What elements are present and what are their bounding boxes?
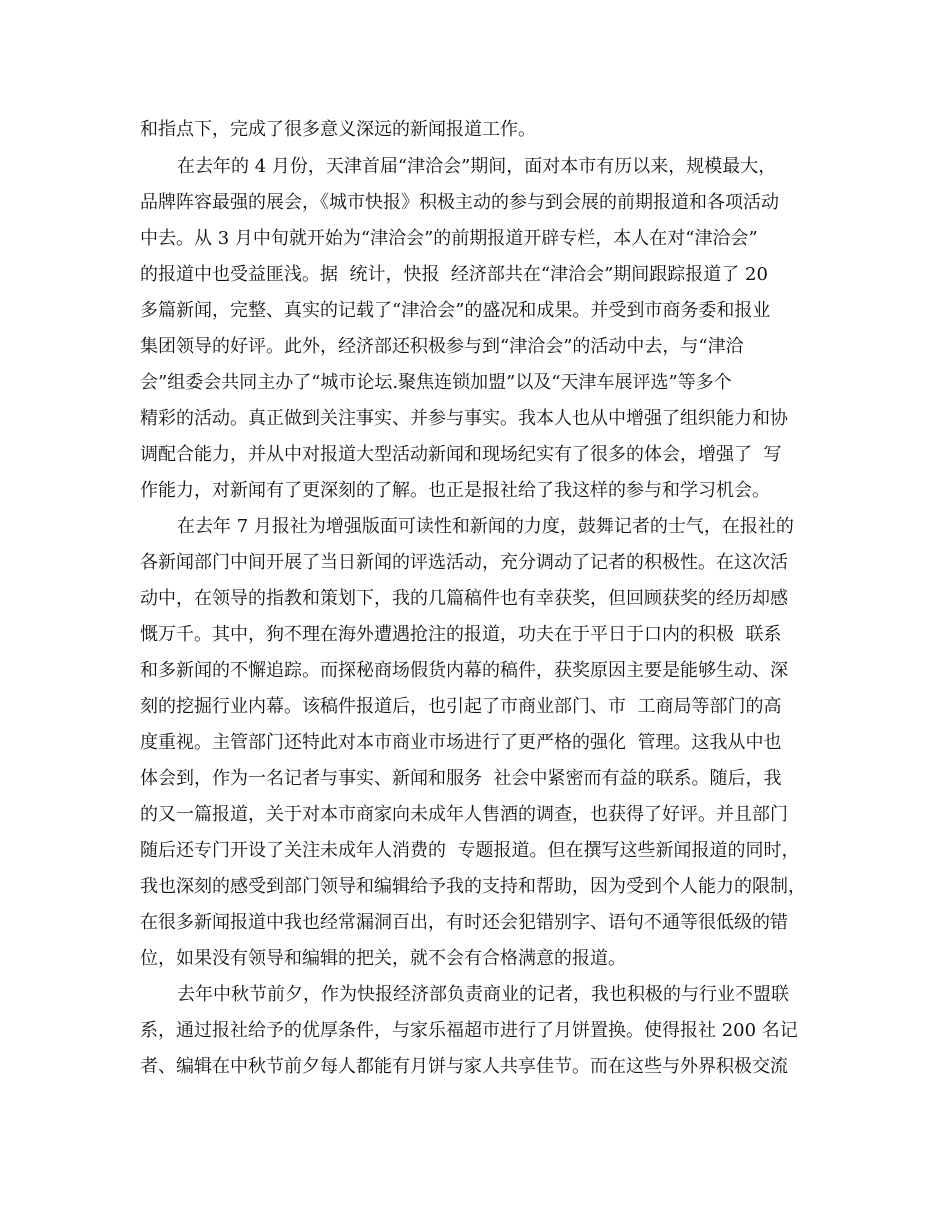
text-line: 多篇新闻，完整、真实的记载了“津洽会”的盛况和成果。并受到市商务委和报业 xyxy=(140,300,771,321)
text-line: 精彩的活动。真正做到关注事实、并参与事实。我本人也从中增强了组织能力和协 xyxy=(140,408,788,429)
text-line: 和指点下，完成了很多意义深远的新闻报道工作。 xyxy=(140,119,536,140)
text-line: 位，如果没有领导和编辑的把关，就不会有合格满意的报道。 xyxy=(140,948,626,969)
text-line: 中去。从 3 月中旬就开始为“津洽会”的前期报道开辟专栏，本人在对“津洽会” xyxy=(140,228,758,249)
text-line: 作能力，对新闻有了更深刻的了解。也正是报社给了我这样的参与和学习机会。 xyxy=(140,480,770,501)
paragraph-start-line: 去年中秋节前夕，作为快报经济部负责商业的记者，我也积极的与行业不盟联 xyxy=(177,984,789,1005)
text-line: 动中，在领导的指教和策划下，我的几篇稿件也有幸获奖，但回顾获奖的经历却感 xyxy=(140,588,788,609)
text-line: 会”组委会共同主办了“城市论坛.聚焦连锁加盟”以及“天津车展评选”等多个 xyxy=(140,372,732,393)
text-line: 刻的挖掘行业内幕。该稿件报道后，也引起了市商业部门、市 工商局等部门的高 xyxy=(140,696,782,717)
text-line: 随后还专门开设了关注未成年人消费的 专题报道。但在撰写这些新闻报道的同时， xyxy=(140,840,800,861)
text-line: 我也深刻的感受到部门领导和编辑给予我的支持和帮助，因为受到个人能力的限制， xyxy=(140,876,806,897)
text-line: 的报道中也受益匪浅。据 统计，快报 经济部共在“津洽会”期间跟踪报道了 20 xyxy=(140,264,768,285)
paragraph-start-line: 在去年 7 月报社为增强版面可读性和新闻的力度，鼓舞记者的士气，在报社的 xyxy=(177,516,794,537)
text-line: 慨万千。其中，狗不理在海外遭遇抢注的报道，功夫在于平日于口内的积极 联系 xyxy=(140,624,782,645)
text-line: 集团领导的好评。此外，经济部还积极参与到“津洽会”的活动中去，与“津洽 xyxy=(140,336,744,357)
text-line: 系，通过报社给予的优厚条件，与家乐福超市进行了月饼置换。使得报社 200 名记 xyxy=(140,1020,798,1041)
text-line: 度重视。主管部门还特此对本市商业市场进行了更严格的强化 管理。这我从中也 xyxy=(140,732,782,753)
text-line: 者、编辑在中秋节前夕每人都能有月饼与家人共享佳节。而在这些与外界积极交流 xyxy=(140,1056,788,1077)
text-line: 各新闻部门中间开展了当日新闻的评选活动，充分调动了记者的积极性。在这次活 xyxy=(140,552,788,573)
text-line: 在很多新闻报道中我也经常漏洞百出，有时还会犯错别字、语句不通等很低级的错 xyxy=(140,912,788,933)
text-line: 调配合能力，并从中对报道大型活动新闻和现场纪实有了很多的体会，增强了 写 xyxy=(140,444,782,465)
text-line: 的又一篇报道，关于对本市商家向未成年人售酒的调查，也获得了好评。并且部门 xyxy=(140,804,788,825)
text-line: 和多新闻的不懈追踪。而探秘商场假货内幕的稿件，获奖原因主要是能够生动、深 xyxy=(140,660,788,681)
text-line: 品牌阵容最强的展会，《城市快报》积极主动的参与到会展的前期报道和各项活动 xyxy=(140,192,779,213)
text-line: 体会到，作为一名记者与事实、新闻和服务 社会中紧密而有益的联系。随后，我 xyxy=(140,768,782,789)
paragraph-start-line: 在去年的 4 月份，天津首届“津洽会”期间，面对本市有历以来，规模最大， xyxy=(177,156,777,177)
